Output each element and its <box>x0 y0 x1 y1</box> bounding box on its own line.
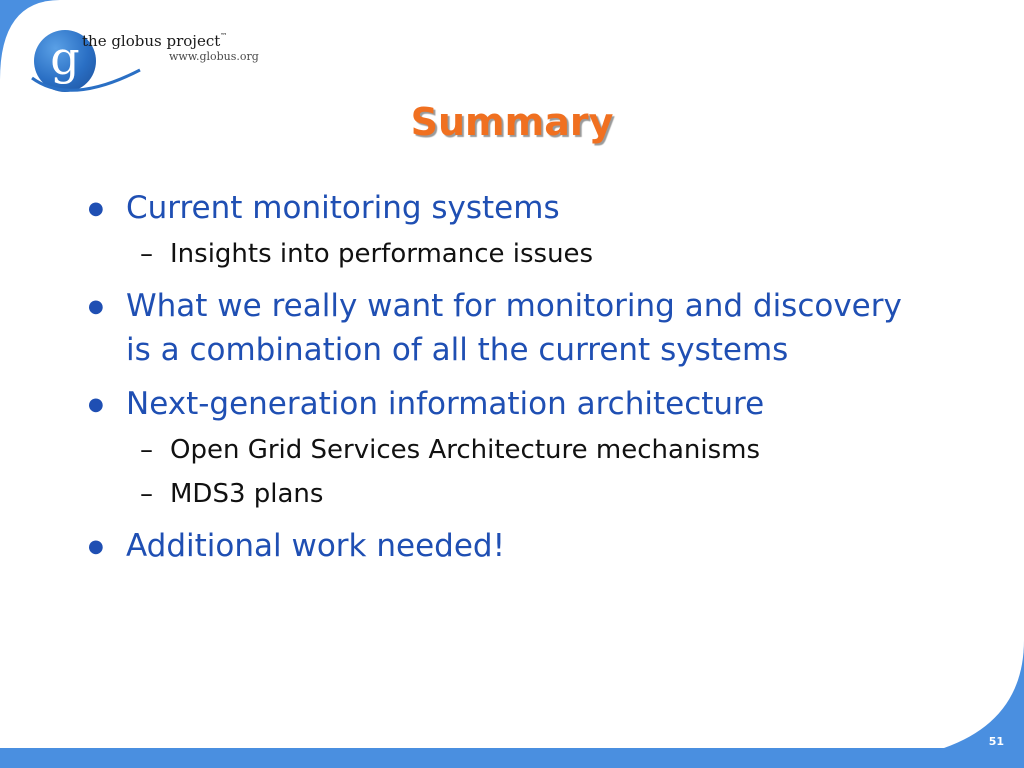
slide-title: Summary <box>410 100 614 144</box>
bullet-text: Next-generation information architecture <box>126 386 765 422</box>
bullet-text: Current monitoring systems <box>126 190 560 226</box>
bullet-dot-icon: ● <box>88 198 104 219</box>
dash-icon: – <box>140 435 153 465</box>
dash-icon: – <box>140 479 153 509</box>
sub-bullet-item <box>88 474 918 514</box>
sub-bullet-item <box>88 430 918 470</box>
sub-bullet-text: Insights into performance issues <box>170 239 594 269</box>
bullet-dot-icon: ● <box>88 394 104 415</box>
logo-letter: g <box>50 31 80 85</box>
sub-bullet-item <box>88 234 918 274</box>
bullet-item <box>88 284 918 372</box>
page-number: 51 <box>988 735 1004 748</box>
sub-bullet-text: MDS3 plans <box>170 479 324 509</box>
trademark-mark: ™ <box>220 32 228 40</box>
bullet-text: Additional work needed! <box>126 528 505 564</box>
bullet-item <box>88 382 918 426</box>
globus-logo <box>30 26 270 96</box>
bullet-item <box>88 186 918 230</box>
sub-bullet-text: Open Grid Services Architecture mechanisms <box>170 435 761 465</box>
bullet-list <box>88 186 918 568</box>
dash-icon: – <box>140 239 153 269</box>
bullet-dot-icon: ● <box>88 296 104 317</box>
logo-url: www.globus.org <box>169 50 259 63</box>
bullet-item <box>88 524 918 568</box>
bullet-dot-icon: ● <box>88 536 104 557</box>
logo-name: the globus project™ <box>82 32 228 50</box>
bullet-text: What we really want for monitoring and discovery is a combination of all the current systems <box>126 288 902 368</box>
